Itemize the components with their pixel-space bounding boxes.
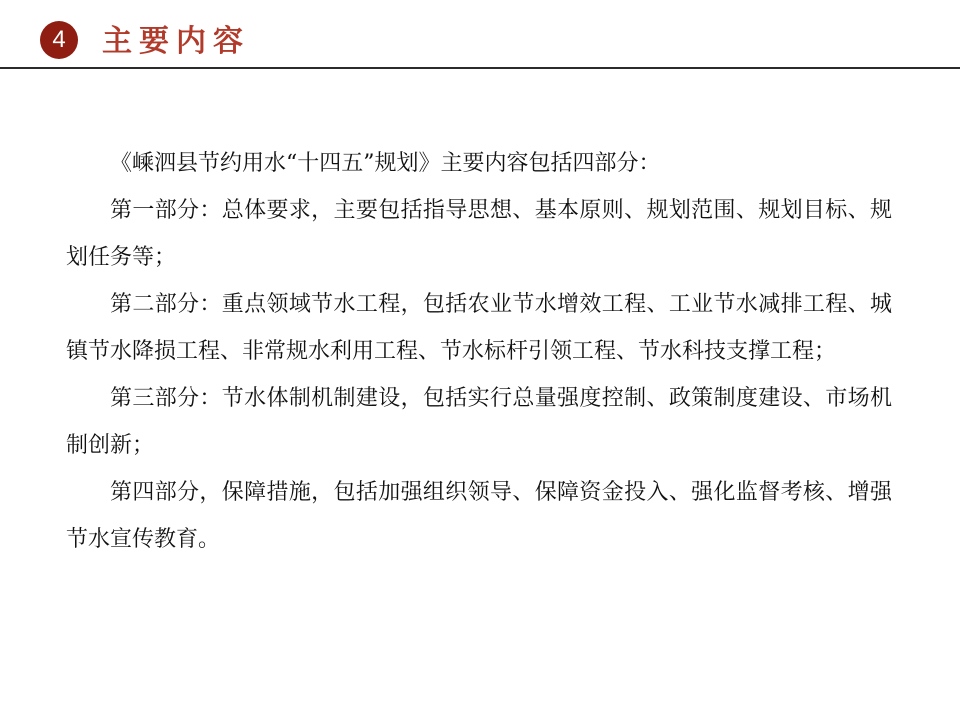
intro-paragraph: 《嵊泗县节约用水“十四五”规划》主要内容包括四部分： — [110, 151, 661, 176]
slide-body — [66, 140, 892, 563]
section-number-badge: 4 — [40, 21, 78, 59]
slide-header — [0, 0, 960, 70]
part-two-paragraph: 第二部分：重点领域节水工程，包括农业节水增效工程、工业节水减排工程、城镇节水降损工程、非常规水利用工程、节水标杆引领工程、节水科技支撑工程； — [66, 292, 892, 364]
part-three-paragraph: 第三部分：节水体制机制建设，包括实行总量强度控制、政策制度建设、市场机制创新； — [66, 386, 892, 458]
part-four-paragraph: 第四部分，保障措施，包括加强组织领导、保障资金投入、强化监督考核、增强节水宣传教育。 — [66, 480, 892, 552]
part-one-paragraph: 第一部分：总体要求，主要包括指导思想、基本原则、规划范围、规划目标、规划任务等； — [66, 198, 892, 270]
header-divider — [0, 67, 960, 69]
slide-title: 主要内容 — [102, 24, 250, 59]
